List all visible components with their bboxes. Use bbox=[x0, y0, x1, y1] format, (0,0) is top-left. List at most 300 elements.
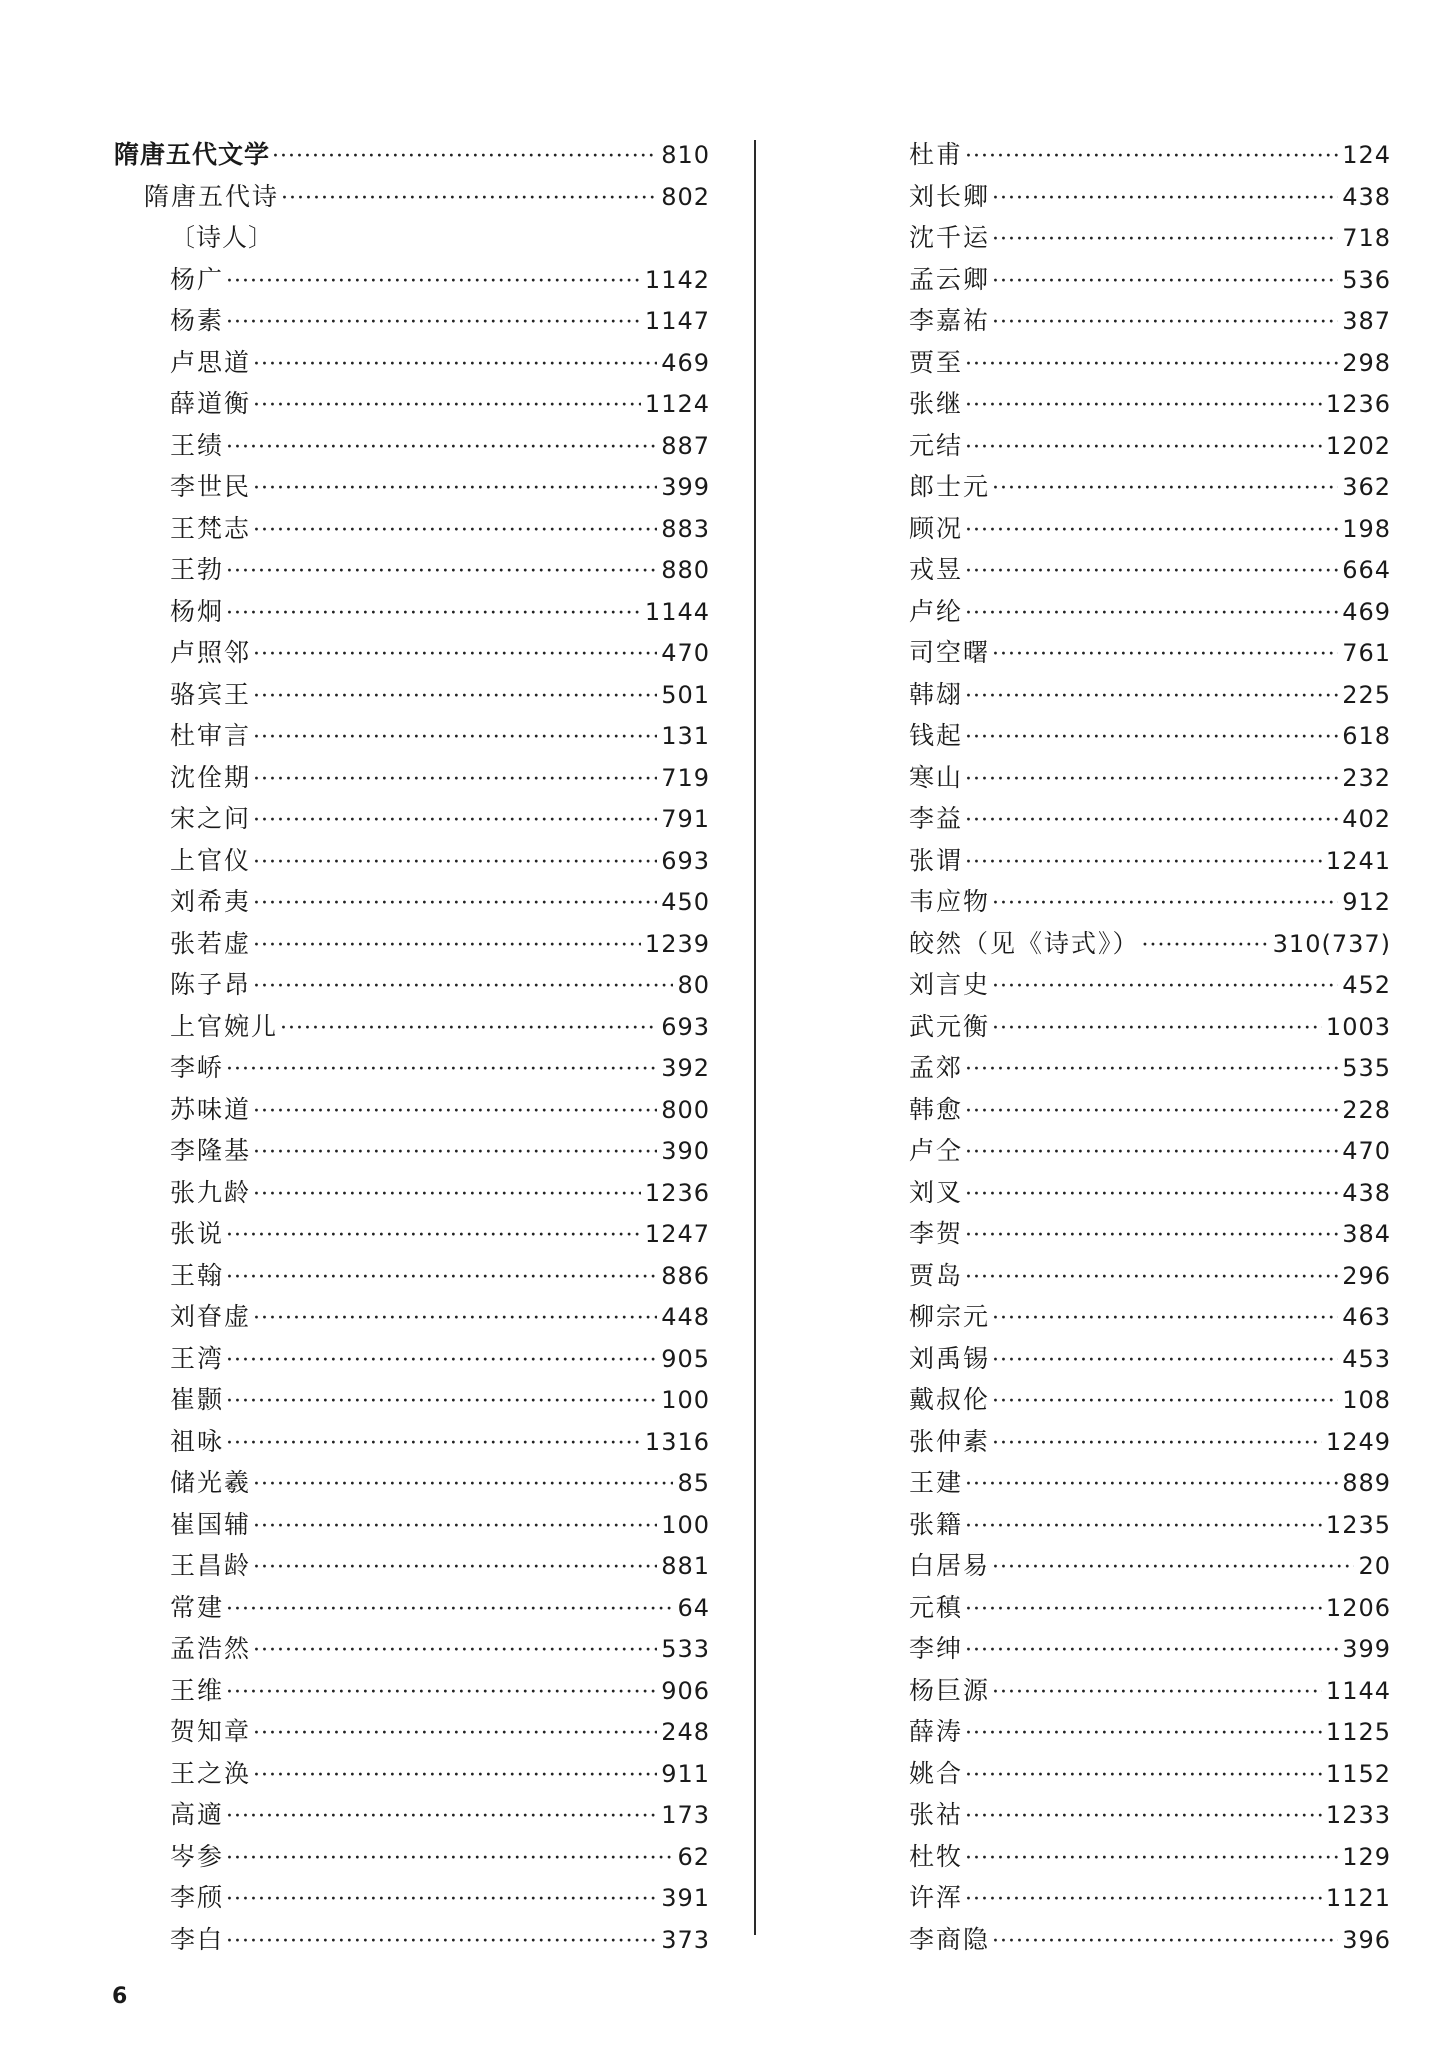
entry-name: 杨炯 bbox=[170, 596, 225, 626]
dot-leader bbox=[965, 842, 1322, 884]
index-entry bbox=[853, 1794, 1391, 1836]
index-entry bbox=[853, 1130, 1391, 1172]
entry-page-number: 131 bbox=[661, 722, 710, 750]
entry-name: 卢纶 bbox=[909, 596, 964, 626]
entry-name: 孟郊 bbox=[909, 1053, 964, 1082]
dot-leader bbox=[992, 1547, 1354, 1589]
entry-name: 杨广 bbox=[170, 264, 225, 294]
dot-leader bbox=[992, 1423, 1322, 1465]
entry-page-number: 228 bbox=[1342, 1095, 1391, 1124]
index-entry bbox=[114, 1379, 710, 1421]
entry-page-number: 1239 bbox=[644, 929, 710, 958]
dot-leader bbox=[965, 1755, 1322, 1797]
index-entry bbox=[114, 840, 710, 882]
entry-name: 卢照邻 bbox=[170, 638, 252, 667]
entry-page-number: 800 bbox=[661, 1095, 710, 1124]
entry-page-number: 761 bbox=[1342, 639, 1391, 667]
index-entry bbox=[853, 549, 1391, 591]
page-number: 6 bbox=[112, 1984, 128, 2009]
index-entry bbox=[114, 259, 710, 301]
dot-leader bbox=[253, 1506, 657, 1548]
entry-name: 骆宾王 bbox=[170, 679, 252, 709]
dot-leader bbox=[965, 759, 1338, 801]
index-entry bbox=[114, 1296, 710, 1338]
entry-name: 隋唐五代诗 bbox=[144, 181, 280, 211]
entry-page-number: 173 bbox=[661, 1801, 710, 1829]
dot-leader bbox=[965, 1589, 1322, 1631]
entry-page-number: 810 bbox=[661, 141, 710, 169]
index-entry bbox=[853, 591, 1391, 633]
entry-name: 张继 bbox=[909, 389, 964, 418]
index-entry bbox=[114, 383, 710, 425]
index-entry bbox=[114, 1545, 710, 1587]
index-entry bbox=[114, 508, 710, 550]
entry-name: 戴叔伦 bbox=[909, 1385, 991, 1414]
entry-page-number: 1121 bbox=[1325, 1884, 1391, 1912]
index-section-heading bbox=[114, 217, 710, 259]
entry-name: 刘禹锡 bbox=[909, 1343, 991, 1373]
entry-page-number: 390 bbox=[661, 1137, 710, 1165]
entry-page-number: 535 bbox=[1342, 1054, 1391, 1082]
entry-name: 杨巨源 bbox=[909, 1675, 991, 1705]
entry-name: 〔诗人〕 bbox=[170, 223, 275, 252]
entry-page-number: 533 bbox=[661, 1635, 710, 1663]
dot-leader bbox=[965, 427, 1322, 469]
entry-page-number: 791 bbox=[661, 805, 710, 833]
entry-page-number: 618 bbox=[1342, 722, 1391, 750]
dot-leader bbox=[253, 1132, 657, 1174]
entry-name: 张谓 bbox=[909, 845, 964, 875]
entry-name: 隋唐五代文学 bbox=[114, 140, 271, 169]
entry-page-number: 906 bbox=[661, 1676, 710, 1705]
entry-name: 张籍 bbox=[909, 1509, 964, 1539]
dot-leader bbox=[965, 1174, 1338, 1216]
dot-leader bbox=[226, 302, 641, 344]
entry-name: 李商隐 bbox=[909, 1924, 991, 1954]
index-entry bbox=[853, 1089, 1391, 1131]
index-column-left bbox=[114, 134, 710, 1960]
index-entry bbox=[853, 1504, 1391, 1546]
dot-leader bbox=[965, 1091, 1338, 1133]
dot-leader bbox=[272, 136, 657, 178]
entry-page-number: 664 bbox=[1342, 556, 1391, 584]
index-entry bbox=[853, 1296, 1391, 1338]
entry-page-number: 463 bbox=[1342, 1303, 1391, 1331]
entry-name: 王维 bbox=[170, 1675, 225, 1705]
entry-page-number: 536 bbox=[1342, 265, 1391, 294]
entry-name: 元稹 bbox=[909, 1592, 964, 1622]
dot-leader bbox=[253, 1547, 657, 1589]
entry-name: 顾况 bbox=[909, 513, 964, 543]
index-entry bbox=[114, 1462, 710, 1504]
index-entry bbox=[853, 425, 1391, 467]
entry-page-number: 20 bbox=[1358, 1552, 1391, 1580]
entry-page-number: 438 bbox=[1342, 182, 1391, 211]
dot-leader bbox=[226, 1340, 657, 1382]
index-entry bbox=[853, 300, 1391, 342]
entry-name: 薛涛 bbox=[909, 1717, 964, 1746]
entry-page-number: 310(737) bbox=[1272, 929, 1391, 958]
index-entry bbox=[114, 342, 710, 384]
entry-name: 武元衡 bbox=[909, 1011, 991, 1041]
index-entry bbox=[114, 1338, 710, 1380]
index-entry bbox=[114, 1089, 710, 1131]
dot-leader bbox=[965, 1049, 1338, 1091]
index-entry bbox=[853, 1836, 1391, 1878]
index-entry bbox=[853, 1628, 1391, 1670]
entry-name: 杜牧 bbox=[909, 1841, 964, 1871]
entry-page-number: 62 bbox=[677, 1842, 710, 1871]
index-entry bbox=[114, 1006, 710, 1048]
dot-leader bbox=[253, 925, 641, 967]
entry-name: 卢仝 bbox=[909, 1136, 964, 1165]
dot-leader bbox=[253, 966, 673, 1008]
index-entry bbox=[853, 466, 1391, 508]
entry-page-number: 1202 bbox=[1325, 431, 1391, 460]
dot-leader bbox=[965, 717, 1338, 759]
entry-name: 韦应物 bbox=[909, 887, 991, 916]
index-entry bbox=[114, 1794, 710, 1836]
entry-name: 李益 bbox=[909, 804, 964, 833]
index-entry bbox=[114, 466, 710, 508]
entry-name: 张若虚 bbox=[170, 928, 252, 958]
entry-page-number: 232 bbox=[1342, 763, 1391, 792]
entry-page-number: 719 bbox=[661, 763, 710, 792]
dot-leader bbox=[992, 1381, 1338, 1423]
entry-name: 李贺 bbox=[909, 1219, 964, 1248]
dot-leader bbox=[253, 1630, 657, 1672]
entry-name: 崔颢 bbox=[170, 1385, 225, 1414]
entry-name: 张九龄 bbox=[170, 1177, 252, 1207]
dot-leader bbox=[992, 468, 1338, 510]
entry-page-number: 296 bbox=[1342, 1261, 1391, 1290]
dot-leader bbox=[226, 1672, 657, 1714]
index-entry bbox=[853, 1047, 1391, 1089]
dot-leader bbox=[253, 1464, 673, 1506]
entry-name: 薛道衡 bbox=[170, 389, 252, 418]
entry-name: 钱起 bbox=[909, 721, 964, 750]
dot-leader bbox=[965, 593, 1338, 635]
dot-leader bbox=[253, 634, 657, 676]
dot-leader bbox=[226, 593, 641, 635]
column-divider bbox=[754, 140, 756, 1935]
dot-leader bbox=[253, 1091, 657, 1133]
dot-leader bbox=[965, 1257, 1338, 1299]
index-entry bbox=[853, 674, 1391, 716]
index-entry bbox=[114, 425, 710, 467]
entry-page-number: 887 bbox=[661, 431, 710, 460]
index-entry bbox=[853, 1587, 1391, 1629]
dot-leader bbox=[965, 1506, 1322, 1548]
entry-page-number: 387 bbox=[1342, 307, 1391, 335]
dot-leader bbox=[965, 1630, 1338, 1672]
index-entry bbox=[853, 923, 1391, 965]
index-entry bbox=[114, 1711, 710, 1753]
entry-name: 贾岛 bbox=[909, 1260, 964, 1290]
entry-name: 王湾 bbox=[170, 1343, 225, 1373]
entry-page-number: 469 bbox=[1342, 597, 1391, 626]
index-entry bbox=[853, 1545, 1391, 1587]
entry-page-number: 1249 bbox=[1325, 1427, 1391, 1456]
entry-page-number: 64 bbox=[677, 1593, 710, 1622]
entry-name: 沈千运 bbox=[909, 223, 991, 252]
entry-page-number: 1147 bbox=[644, 307, 710, 335]
entry-page-number: 448 bbox=[661, 1303, 710, 1331]
entry-name: 李颀 bbox=[170, 1883, 225, 1912]
dot-leader bbox=[253, 759, 657, 801]
index-entry bbox=[114, 134, 710, 176]
index-column-right bbox=[853, 134, 1391, 1960]
index-entry bbox=[114, 964, 710, 1006]
entry-page-number: 881 bbox=[661, 1552, 710, 1580]
entry-page-number: 886 bbox=[661, 1261, 710, 1290]
entry-name: 韩翃 bbox=[909, 679, 964, 709]
entry-name: 高適 bbox=[170, 1800, 225, 1829]
entry-name: 李世民 bbox=[170, 472, 252, 501]
entry-name: 上官仪 bbox=[170, 845, 252, 875]
entry-page-number: 1003 bbox=[1325, 1012, 1391, 1041]
dot-leader bbox=[253, 676, 657, 718]
entry-name: 刘长卿 bbox=[909, 181, 991, 211]
entry-name: 李隆基 bbox=[170, 1136, 252, 1165]
entry-name: 孟云卿 bbox=[909, 264, 991, 294]
entry-name: 卢思道 bbox=[170, 347, 252, 377]
entry-page-number: 392 bbox=[661, 1054, 710, 1082]
entry-page-number: 1125 bbox=[1325, 1718, 1391, 1746]
dot-leader bbox=[226, 1381, 657, 1423]
entry-page-number: 718 bbox=[1342, 224, 1391, 252]
entry-page-number: 911 bbox=[661, 1759, 710, 1788]
index-entry bbox=[853, 1338, 1391, 1380]
entry-page-number: 1144 bbox=[644, 597, 710, 626]
index-entry bbox=[853, 1213, 1391, 1255]
entry-page-number: 100 bbox=[661, 1510, 710, 1539]
entry-page-number: 1316 bbox=[644, 1427, 710, 1456]
entry-page-number: 501 bbox=[661, 680, 710, 709]
entry-page-number: 391 bbox=[661, 1884, 710, 1912]
index-entry bbox=[114, 1504, 710, 1546]
entry-page-number: 399 bbox=[661, 473, 710, 501]
entry-page-number: 912 bbox=[1342, 888, 1391, 916]
entry-page-number: 396 bbox=[1342, 1925, 1391, 1954]
entry-name: 刘言史 bbox=[909, 970, 991, 999]
entry-page-number: 470 bbox=[661, 639, 710, 667]
dot-leader bbox=[992, 219, 1338, 261]
index-entry bbox=[114, 1753, 710, 1795]
dot-leader bbox=[253, 510, 657, 552]
entry-page-number: 362 bbox=[1342, 473, 1391, 501]
dot-leader bbox=[226, 1796, 657, 1838]
index-entry bbox=[853, 840, 1391, 882]
dot-leader bbox=[992, 302, 1338, 344]
entry-name: 杜甫 bbox=[909, 140, 964, 169]
entry-name: 许浑 bbox=[909, 1883, 964, 1912]
index-entry bbox=[114, 549, 710, 591]
dot-leader bbox=[226, 1257, 657, 1299]
entry-name: 苏味道 bbox=[170, 1094, 252, 1124]
dot-leader bbox=[965, 676, 1338, 718]
dot-leader bbox=[965, 1879, 1322, 1921]
dot-leader bbox=[992, 178, 1338, 220]
dot-leader bbox=[226, 427, 657, 469]
entry-name: 杨素 bbox=[170, 306, 225, 335]
index-entry bbox=[853, 1711, 1391, 1753]
dot-leader bbox=[965, 1132, 1338, 1174]
entry-page-number: 198 bbox=[1342, 514, 1391, 543]
dot-leader bbox=[992, 966, 1338, 1008]
index-entry bbox=[853, 1670, 1391, 1712]
entry-page-number: 85 bbox=[677, 1469, 710, 1497]
entry-name: 贾至 bbox=[909, 347, 964, 377]
index-entry bbox=[114, 1587, 710, 1629]
entry-name: 柳宗元 bbox=[909, 1302, 991, 1331]
entry-name: 元结 bbox=[909, 430, 964, 460]
index-entry bbox=[853, 881, 1391, 923]
index-entry bbox=[114, 591, 710, 633]
index-entry bbox=[853, 1421, 1391, 1463]
entry-page-number: 1241 bbox=[1325, 846, 1391, 875]
index-entry bbox=[114, 757, 710, 799]
index-entry bbox=[114, 1836, 710, 1878]
dot-leader bbox=[253, 385, 641, 427]
entry-page-number: 399 bbox=[1342, 1635, 1391, 1663]
index-entry bbox=[114, 715, 710, 757]
dot-leader bbox=[965, 1464, 1338, 1506]
entry-page-number: 129 bbox=[1342, 1842, 1391, 1871]
entry-name: 韩愈 bbox=[909, 1094, 964, 1124]
index-entry bbox=[114, 1628, 710, 1670]
dot-leader bbox=[965, 551, 1338, 593]
entry-page-number: 889 bbox=[1342, 1469, 1391, 1497]
dot-leader bbox=[965, 344, 1338, 386]
index-entry bbox=[114, 1255, 710, 1297]
entry-page-number: 1152 bbox=[1325, 1759, 1391, 1788]
index-entry bbox=[114, 1213, 710, 1255]
entry-page-number: 1144 bbox=[1325, 1676, 1391, 1705]
dot-leader bbox=[992, 1008, 1322, 1050]
index-entry bbox=[853, 757, 1391, 799]
entry-name: 司空曙 bbox=[909, 638, 991, 667]
entry-page-number: 693 bbox=[661, 846, 710, 875]
entry-page-number: 1247 bbox=[644, 1220, 710, 1248]
entry-page-number: 298 bbox=[1342, 348, 1391, 377]
index-entry bbox=[114, 1130, 710, 1172]
index-entry bbox=[853, 383, 1391, 425]
dot-leader bbox=[992, 261, 1338, 303]
index-entry bbox=[114, 176, 710, 218]
index-entry bbox=[114, 1421, 710, 1463]
entry-name: 寒山 bbox=[909, 762, 964, 792]
dot-leader bbox=[253, 468, 657, 510]
entry-name: 岑参 bbox=[170, 1841, 225, 1871]
entry-page-number: 453 bbox=[1342, 1344, 1391, 1373]
entry-name: 李绅 bbox=[909, 1634, 964, 1663]
index-entry bbox=[853, 1255, 1391, 1297]
entry-name: 李白 bbox=[170, 1924, 225, 1954]
index-entry bbox=[853, 1753, 1391, 1795]
entry-name: 储光羲 bbox=[170, 1468, 252, 1497]
entry-name: 姚合 bbox=[909, 1758, 964, 1788]
index-entry bbox=[853, 1172, 1391, 1214]
entry-name: 王昌龄 bbox=[170, 1551, 252, 1580]
entry-name: 张祜 bbox=[909, 1800, 964, 1829]
entry-name: 贺知章 bbox=[170, 1717, 252, 1746]
index-entry bbox=[853, 964, 1391, 1006]
entry-name: 祖咏 bbox=[170, 1426, 225, 1456]
dot-leader bbox=[992, 1298, 1338, 1340]
dot-leader bbox=[992, 634, 1338, 676]
index-entry bbox=[853, 1006, 1391, 1048]
entry-page-number: 693 bbox=[661, 1012, 710, 1041]
entry-page-number: 384 bbox=[1342, 1220, 1391, 1248]
dot-leader bbox=[965, 385, 1322, 427]
entry-name: 王建 bbox=[909, 1468, 964, 1497]
dot-leader bbox=[226, 1423, 641, 1465]
dot-leader bbox=[965, 1713, 1322, 1755]
entry-name: 白居易 bbox=[909, 1551, 991, 1580]
entry-page-number: 373 bbox=[661, 1925, 710, 1954]
entry-page-number: 470 bbox=[1342, 1137, 1391, 1165]
entry-page-number: 1236 bbox=[1325, 390, 1391, 418]
entry-name: 陈子昂 bbox=[170, 970, 252, 999]
index-entry bbox=[853, 1877, 1391, 1919]
index-entry bbox=[114, 1919, 710, 1961]
dot-leader bbox=[226, 1049, 657, 1091]
entry-name: 戎昱 bbox=[909, 555, 964, 584]
entry-name: 宋之问 bbox=[170, 804, 252, 833]
index-entry bbox=[114, 1047, 710, 1089]
entry-page-number: 469 bbox=[661, 348, 710, 377]
dot-leader bbox=[992, 1672, 1322, 1714]
index-entry bbox=[853, 342, 1391, 384]
dot-leader bbox=[280, 1008, 657, 1050]
entry-name: 孟浩然 bbox=[170, 1634, 252, 1663]
entry-page-number: 402 bbox=[1342, 805, 1391, 833]
dot-leader bbox=[965, 1796, 1322, 1838]
entry-name: 郎士元 bbox=[909, 472, 991, 501]
dot-leader bbox=[992, 1340, 1338, 1382]
dot-leader bbox=[226, 551, 657, 593]
dot-leader bbox=[965, 800, 1338, 842]
dot-leader bbox=[965, 1838, 1338, 1880]
entry-name: 上官婉儿 bbox=[170, 1011, 279, 1041]
entry-name: 王翰 bbox=[170, 1260, 225, 1290]
index-entry bbox=[853, 508, 1391, 550]
dot-leader bbox=[253, 800, 657, 842]
entry-page-number: 880 bbox=[661, 556, 710, 584]
entry-page-number: 450 bbox=[661, 888, 710, 916]
entry-page-number: 1233 bbox=[1325, 1801, 1391, 1829]
index-entry bbox=[853, 176, 1391, 218]
index-entry bbox=[853, 259, 1391, 301]
dot-leader bbox=[253, 1298, 657, 1340]
entry-page-number: 225 bbox=[1342, 680, 1391, 709]
entry-name: 王绩 bbox=[170, 430, 225, 460]
entry-page-number: 124 bbox=[1342, 141, 1391, 169]
entry-page-number: 1206 bbox=[1325, 1593, 1391, 1622]
entry-name: 崔国辅 bbox=[170, 1509, 252, 1539]
index-entry bbox=[114, 674, 710, 716]
index-entry bbox=[114, 1670, 710, 1712]
entry-name: 王梵志 bbox=[170, 513, 252, 543]
index-entry bbox=[853, 632, 1391, 674]
entry-page-number: 438 bbox=[1342, 1178, 1391, 1207]
entry-name: 皎然（见《诗式》） bbox=[909, 928, 1140, 958]
dot-leader bbox=[226, 261, 641, 303]
entry-name: 沈佺期 bbox=[170, 762, 252, 792]
dot-leader bbox=[281, 178, 657, 220]
entry-name: 李峤 bbox=[170, 1053, 225, 1082]
